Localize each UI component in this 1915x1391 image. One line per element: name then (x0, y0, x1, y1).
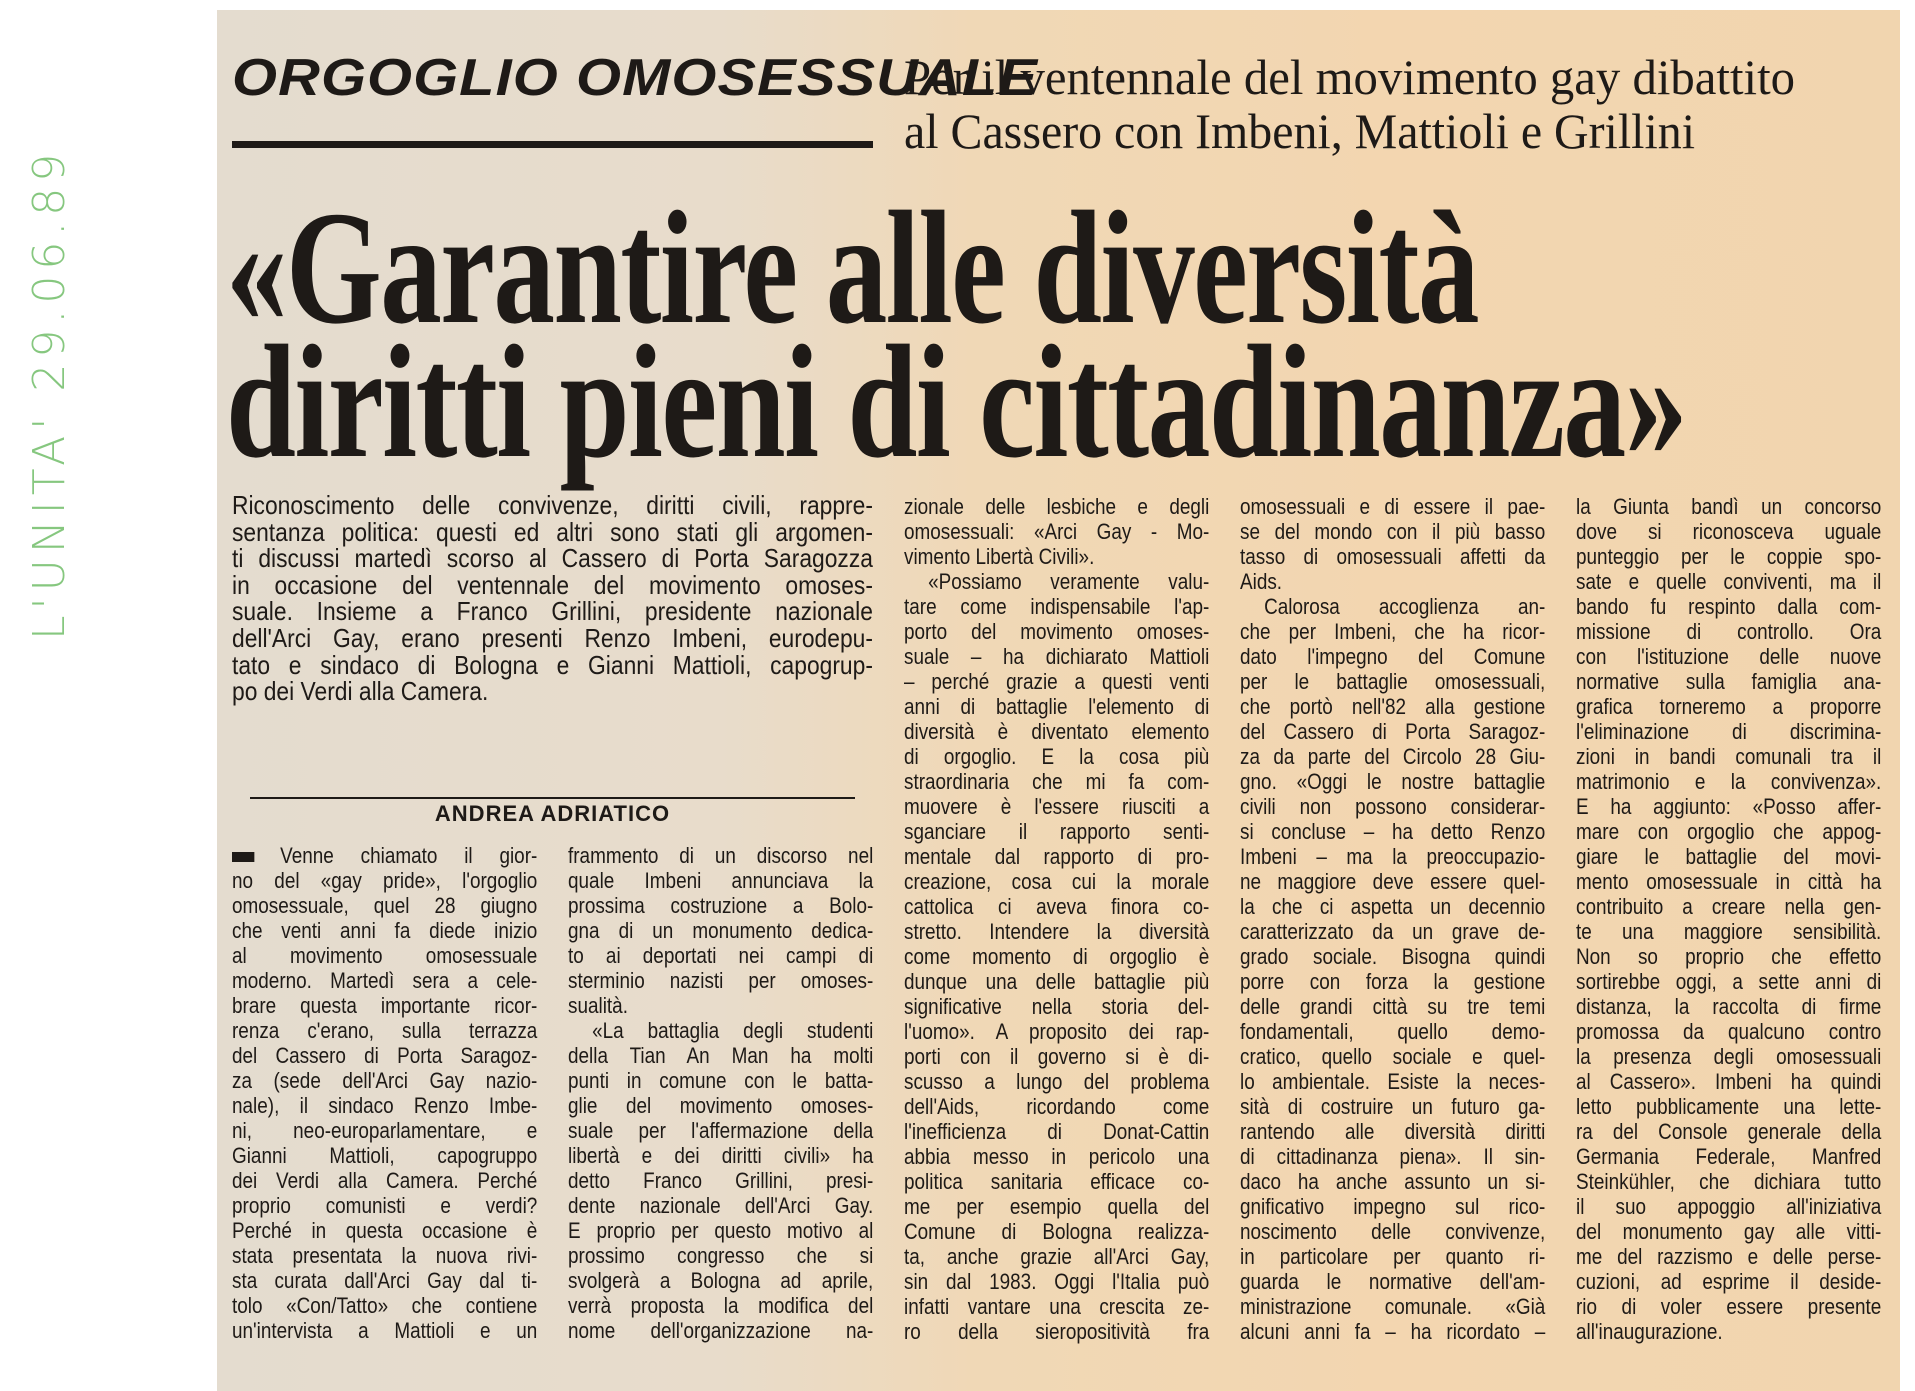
text-line-content: Venne chiamato il gior- (280, 843, 538, 868)
section-kicker: ORGOGLIO OMOSESSUALE (232, 49, 1038, 107)
text-line: to ai deportati nei campi di (568, 943, 874, 968)
text-line: per le battaglie omosessuali, (1240, 669, 1546, 694)
text-line: me del razzismo e delle perse- (1576, 1244, 1882, 1269)
article-column-5 (1576, 494, 1881, 1344)
text-line: Comune di Bologna realizza- (904, 1219, 1210, 1244)
headline-line-1: «Garantire alle diversità (226, 179, 1478, 358)
text-line: delle grandi città su tre temi (1240, 994, 1546, 1019)
text-line: al movimento omosessuale (232, 943, 538, 968)
text-line: che per Imbeni, che ha ricor- (1240, 619, 1546, 644)
author-byline: ANDREA ADRIATICO (434, 801, 671, 826)
intro-line: suale. Insieme a Franco Grillini, presidente nazionale (232, 596, 873, 627)
text-line: daco ha anche assunto un si- (1240, 1169, 1546, 1194)
text-line: libertà e dei diritti civili» ha (568, 1143, 874, 1168)
text-line: infatti vantare una crescita ze- (904, 1294, 1210, 1319)
text-line: dunque una delle battaglie più (904, 969, 1210, 994)
text-line: brare questa importante ricor- (232, 993, 538, 1018)
text-line: tasso di omosessuali affetti da (1240, 544, 1546, 569)
text-line: zionale delle lesbiche e degli (904, 494, 1210, 519)
text-line: mare con orgoglio che appog- (1576, 819, 1882, 844)
text-line: nale), il sindaco Renzo Imbe- (232, 1093, 538, 1118)
text-line: moderno. Martedì sera a cele- (232, 968, 538, 993)
text-line: dove si riconosceva uguale (1576, 519, 1882, 544)
text-line: creazione, cosa cui la morale (904, 869, 1210, 894)
text-line: ro della sieropositività fra (904, 1319, 1210, 1344)
article-column-2 (568, 843, 873, 1343)
text-line: gnificativo impegno sul rico- (1240, 1194, 1546, 1219)
intro-line: Riconoscimento delle convivenze, diritti civili, rappre- (232, 490, 873, 520)
text-line: diversità è diventato elemento (904, 719, 1210, 744)
text-line: te una maggiore sensibilità. (1576, 919, 1882, 944)
text-line: civili non possono considerar- (1240, 794, 1546, 819)
text-line (232, 843, 537, 868)
text-line: fondamentali, quello demo- (1240, 1019, 1546, 1044)
text-line: scusso a lungo del problema (904, 1069, 1210, 1094)
text-line: cattolica ci aveva finora co- (904, 894, 1210, 919)
text-line: lo ambientale. Esiste la neces- (1240, 1069, 1546, 1094)
text-line: zioni in bandi comunali tra il (1576, 744, 1882, 769)
text-line: prossima costruzione a Bolo- (568, 893, 874, 918)
text-line: ra del Console generale della (1576, 1119, 1882, 1144)
text-line: se del mondo con il più basso (1240, 519, 1546, 544)
text-line: ne maggiore deve essere quel- (1240, 869, 1546, 894)
text-line: omosessuale, quel 28 giugno (232, 893, 538, 918)
text-line: proprio comunisti e verdi? (232, 1193, 538, 1218)
text-line: rio di voler essere presente (1576, 1294, 1882, 1319)
text-line: sterminio nazisti per omoses- (568, 968, 874, 993)
text-line: ta, anche grazie all'Arci Gay, (904, 1244, 1210, 1269)
subtitle-line-2: al Cassero con Imbeni, Mattioli e Grillini (904, 103, 1695, 159)
text-line: politica sanitaria efficace co- (904, 1169, 1210, 1194)
text-line: di orgoglio. E la cosa più (904, 744, 1210, 769)
text-line: za (sede dell'Arci Gay nazio- (232, 1068, 538, 1093)
text-line: l'uomo». A proposito dei rap- (904, 1019, 1210, 1044)
article-column-4 (1240, 494, 1545, 1344)
text-line: – perché grazie a questi venti (904, 669, 1210, 694)
text-line: suale per l'affermazione della (568, 1118, 874, 1143)
text-line: stata presentata la nuova rivi- (232, 1243, 538, 1268)
text-line: caratterizzato da un grave de- (1240, 919, 1546, 944)
text-line: letto pubblicamente una lette- (1576, 1094, 1882, 1119)
text-line: dei Verdi alla Camera. Perché (232, 1168, 538, 1193)
text-line: sta curata dall'Arci Gay dal ti- (232, 1268, 538, 1293)
text-line: del monumento gay alle vitti- (1576, 1219, 1882, 1244)
text-line: Aids. (1240, 569, 1283, 594)
text-line: tolo «Con/Tatto» che contiene (232, 1293, 538, 1318)
text-line: suale – ha dichiarato Mattioli (904, 644, 1210, 669)
article-column-1 (232, 843, 537, 1343)
text-line: missione di controllo. Ora (1576, 619, 1882, 644)
text-line: punteggio per le coppie spo- (1576, 544, 1882, 569)
text-line: alcuni anni fa – ha ricordato – (1240, 1319, 1546, 1344)
text-line: punti in comune con le batta- (568, 1068, 874, 1093)
text-line: Gianni Mattioli, capogruppo (232, 1143, 538, 1168)
headline-line-2: diritti pieni di cittadinanza» (226, 313, 1686, 492)
text-line: la che ci aspetta un decennio (1240, 894, 1546, 919)
subtitle-line-1: Per il ventennale del movimento gay dibattito (904, 49, 1795, 105)
text-line: matrimonio e la convivenza». (1576, 769, 1882, 794)
text-line: giare le battaglie del movi- (1576, 844, 1882, 869)
text-line: guarda le normative dell'am- (1240, 1269, 1546, 1294)
byline-rule (250, 797, 855, 799)
text-line: promossa da qualcuno contro (1576, 1019, 1882, 1044)
text-line: omosessuali e di essere il pae- (1240, 494, 1546, 519)
text-line: come momento di orgoglio è (904, 944, 1210, 969)
text-line: normative sulla famiglia ana- (1576, 669, 1882, 694)
intro-line: sentanza politica: questi ed altri sono stati gli argomen- (232, 516, 873, 547)
text-line: Steinkühler, che dichiara tutto (1576, 1169, 1882, 1194)
article-column-3 (904, 494, 1209, 1344)
text-line: omosessuali: «Arci Gay - Mo- (904, 519, 1210, 544)
intro-line: dell'Arci Gay, erano presenti Renzo Imbeni, eurodepu- (232, 622, 873, 653)
text-line: grado sociale. Bisogna quindi (1240, 944, 1546, 969)
text-line: all'inaugurazione. (1576, 1319, 1723, 1344)
text-line: glie del movimento omoses- (568, 1093, 874, 1118)
text-line: Germania Federale, Manfred (1576, 1144, 1882, 1169)
text-line: straordinaria che mi fa com- (904, 769, 1210, 794)
text-line: cratico, quello sociale e quel- (1240, 1044, 1546, 1069)
text-line: la Giunta bandì un concorso (1576, 494, 1882, 519)
intro-line: tato e sindaco di Bologna e Gianni Mattioli, capogrup- (232, 649, 873, 680)
text-line: porto del movimento omoses- (904, 619, 1210, 644)
text-line: del Cassero di Porta Saragoz- (232, 1043, 538, 1068)
paragraph-bullet-icon (232, 852, 254, 862)
text-line: detto Franco Grillini, presi- (568, 1168, 874, 1193)
intro-line: in occasione del ventennale del movimento omoses- (232, 569, 873, 600)
text-line: sin dal 1983. Oggi l'Italia può (904, 1269, 1210, 1294)
text-line: mento omosessuale in città ha (1576, 869, 1882, 894)
text-line: che portò nell'82 alla gestione (1240, 694, 1546, 719)
text-line: no del «gay pride», l'orgoglio (232, 868, 538, 893)
text-line: dato l'impegno del Comune (1240, 644, 1546, 669)
text-line: della Tian An Man ha molti (568, 1043, 874, 1068)
text-line: prossimo congresso che si (568, 1243, 874, 1268)
intro-line: po dei Verdi alla Camera. (232, 676, 489, 707)
text-line: frammento di un discorso nel (568, 843, 874, 868)
text-line: porre con forza la gestione (1240, 969, 1546, 994)
text-line: gno. «Oggi le nostre battaglie (1240, 769, 1546, 794)
text-line: grafica torneremo a proporre (1576, 694, 1882, 719)
text-line: Non so proprio che effetto (1576, 944, 1882, 969)
text-line: un'intervista a Mattioli e un (232, 1318, 538, 1343)
text-line: di cittadinanza piena». Il sin- (1240, 1144, 1546, 1169)
text-line: sganciare il rapporto senti- (904, 819, 1210, 844)
text-line: in particolare per quanto ri- (1240, 1244, 1546, 1269)
text-line: noscimento delle convivenze, (1240, 1219, 1546, 1244)
text-line: rantendo alle diversità diritti (1240, 1119, 1546, 1144)
text-line: svolgerà a Bologna ad aprile, (568, 1268, 874, 1293)
text-line: l'eliminazione di discrimina- (1576, 719, 1882, 744)
text-line: sualità. (568, 993, 628, 1018)
text-line: ni, neo-europarlamentare, e (232, 1118, 538, 1143)
text-line: za da parte del Circolo 28 Giu- (1240, 744, 1546, 769)
text-line: ministrazione comunale. «Già (1240, 1294, 1546, 1319)
text-line: cuzioni, ad esprime il deside- (1576, 1269, 1882, 1294)
text-line: che venti anni fa diede inizio (232, 918, 538, 943)
text-line: contribuito a creare nella gen- (1576, 894, 1882, 919)
text-line: con l'istituzione delle nuove (1576, 644, 1882, 669)
kicker-rule (232, 141, 873, 148)
text-line: anni di battaglie l'elemento di (904, 694, 1210, 719)
text-line: dente nazionale dell'Arci Gay. (568, 1193, 874, 1218)
text-line: bando fu respinto dalla com- (1576, 594, 1882, 619)
text-line: l'inefficienza di Donat-Cattin (904, 1119, 1210, 1144)
text-line: stretto. Intendere la diversità (904, 919, 1210, 944)
handwritten-date-note: L'UNITA' 29.06.89 (24, 147, 75, 640)
text-line: tare come indispensabile l'ap- (904, 594, 1210, 619)
text-line: muovere è l'essere riusciti a (904, 794, 1210, 819)
text-line: abbia messo in pericolo una (904, 1144, 1210, 1169)
text-line: Perché in questa occasione è (232, 1218, 538, 1243)
text-line: si concluse – ha detto Renzo (1240, 819, 1546, 844)
text-line: Imbeni – ma la preoccupazio- (1240, 844, 1546, 869)
text-line: renza c'erano, sulla terrazza (232, 1018, 538, 1043)
text-line: distanza, la raccolta di firme (1576, 994, 1882, 1019)
text-line: Calorosa accoglienza an- (1264, 594, 1546, 619)
text-line: quale Imbeni annunciava la (568, 868, 874, 893)
text-line: «La battaglia degli studenti (592, 1018, 874, 1043)
text-line: dell'Aids, ricordando come (904, 1094, 1210, 1119)
text-line: nome dell'organizzazione na- (568, 1318, 874, 1343)
text-line: il suo appoggio all'iniziativa (1576, 1194, 1882, 1219)
text-line: significative nella storia del- (904, 994, 1210, 1019)
intro-line: ti discussi martedì scorso al Cassero di Porta Saragozza (232, 543, 873, 574)
text-line: gna di un monumento dedica- (568, 918, 874, 943)
text-line: verrà proposta la modifica del (568, 1293, 874, 1318)
text-line: la presenza degli omosessuali (1576, 1044, 1882, 1069)
text-line: sortirebbe oggi, a sette anni di (1576, 969, 1882, 994)
text-line: E ha aggiunto: «Posso affer- (1576, 794, 1882, 819)
text-line: porti con il governo si è di- (904, 1044, 1210, 1069)
article-intro (232, 492, 873, 705)
text-line: vimento Libertà Civili». (904, 544, 1095, 569)
text-line: mentale dal rapporto di pro- (904, 844, 1210, 869)
text-line: me per esempio quella del (904, 1194, 1210, 1219)
text-line: E proprio per questo motivo al (568, 1218, 874, 1243)
text-line: sate e quelle conviventi, ma il (1576, 569, 1882, 594)
text-line: sità di costruire un futuro ga- (1240, 1094, 1546, 1119)
text-line: al Cassero». Imbeni ha quindi (1576, 1069, 1882, 1094)
text-line: «Possiamo veramente valu- (928, 569, 1210, 594)
text-line: del Cassero di Porta Saragoz- (1240, 719, 1546, 744)
